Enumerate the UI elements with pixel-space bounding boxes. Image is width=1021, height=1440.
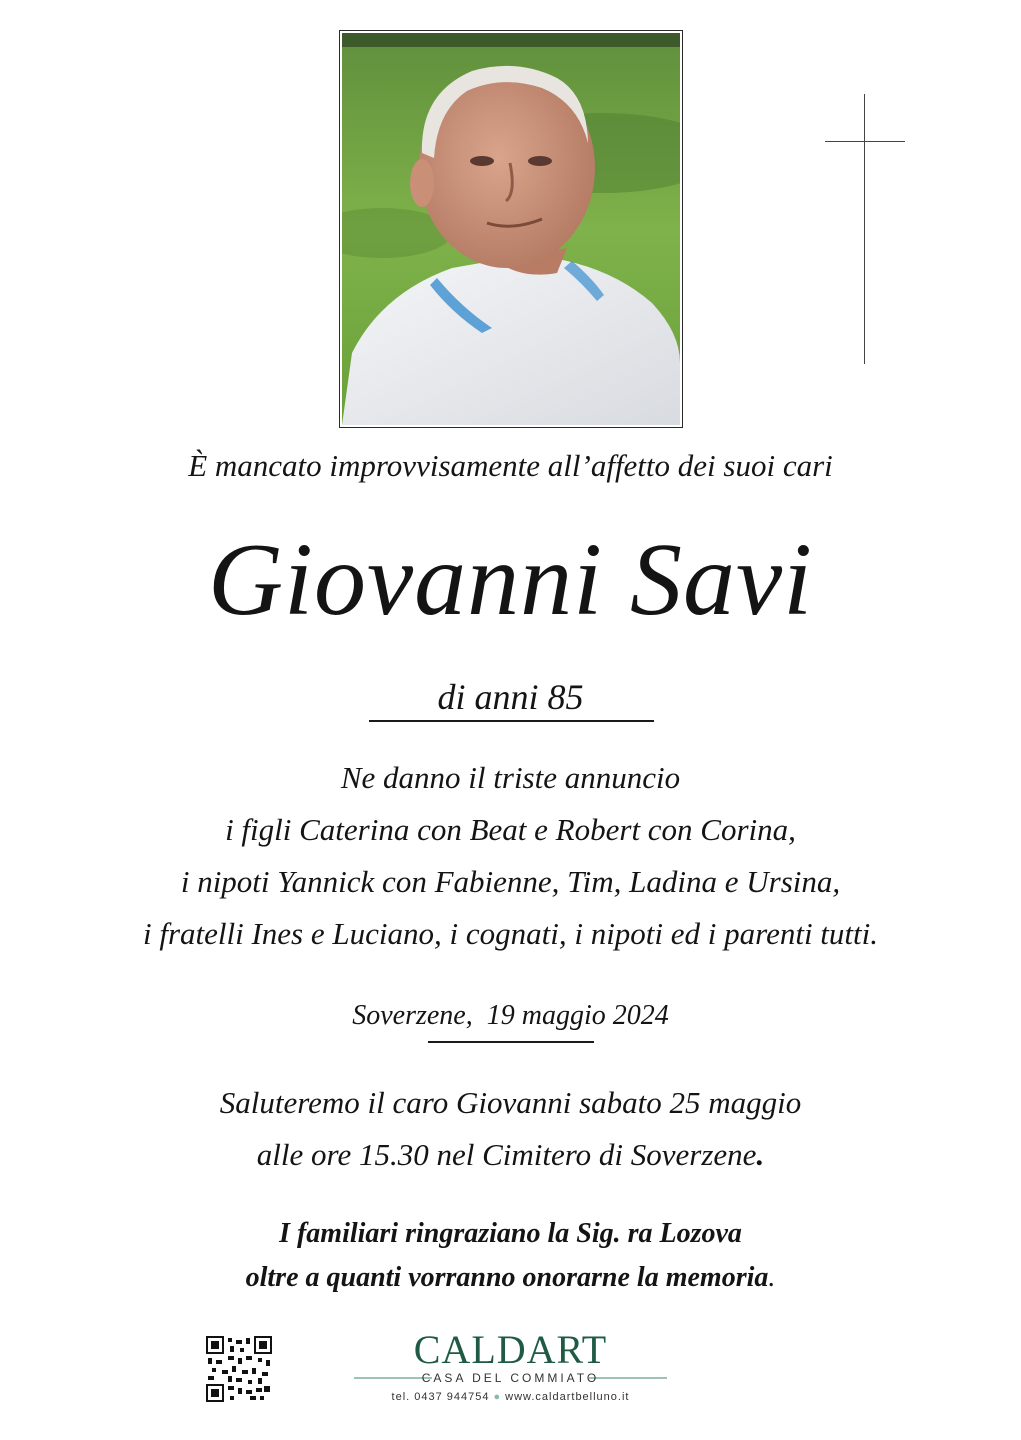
service-block xyxy=(0,1077,1021,1181)
deceased-name: Giovanni Savi xyxy=(207,522,814,637)
announcement-line: i figli Caterina con Beat e Robert con Corina, xyxy=(225,812,796,847)
announcement-block xyxy=(0,752,1021,960)
age-underline xyxy=(369,720,654,722)
age-line: di anni 85 xyxy=(437,677,584,717)
service-line: alle ore 15.30 nel Cimitero di Soverzene. xyxy=(256,1137,765,1172)
portrait-illustration xyxy=(342,33,680,425)
service-line: Saluteremo il caro Giovanni sabato 25 maggio xyxy=(219,1085,802,1120)
announcement-line: i nipoti Yannick con Fabienne, Tim, Ladina e Ursina, xyxy=(180,864,841,899)
announcement-line: i fratelli Ines e Luciano, i cognati, i nipoti ed i parenti tutti. xyxy=(142,916,879,951)
intro-line: È mancato improvvisamente all’affetto dei suoi cari xyxy=(188,448,833,483)
phone-number[interactable]: tel. 0437 944754 xyxy=(391,1391,490,1403)
website-link[interactable]: www.caldartbelluno.it xyxy=(505,1391,630,1403)
logo-subtitle: CASA DEL COMMIATO xyxy=(421,1371,600,1385)
announcement-line: Ne danno il triste annuncio xyxy=(340,760,681,795)
portrait-photo xyxy=(339,30,683,428)
cross-horizontal-bar xyxy=(825,141,905,142)
thanks-line: I familiari ringraziano la Sig. ra Lozova xyxy=(279,1218,742,1249)
place-date: Soverzene, 19 maggio 2024 xyxy=(352,1000,669,1031)
contact-line: tel. 0437 944754 ● www.caldartbelluno.it xyxy=(391,1391,630,1403)
thanks-block xyxy=(0,1212,1021,1300)
date-underline xyxy=(428,1041,594,1043)
thanks-line: oltre a quanti vorranno onorarne la memoria. xyxy=(245,1262,776,1293)
funeral-home-logo: CALDART xyxy=(413,1327,608,1372)
cross-vertical-bar xyxy=(864,94,865,364)
